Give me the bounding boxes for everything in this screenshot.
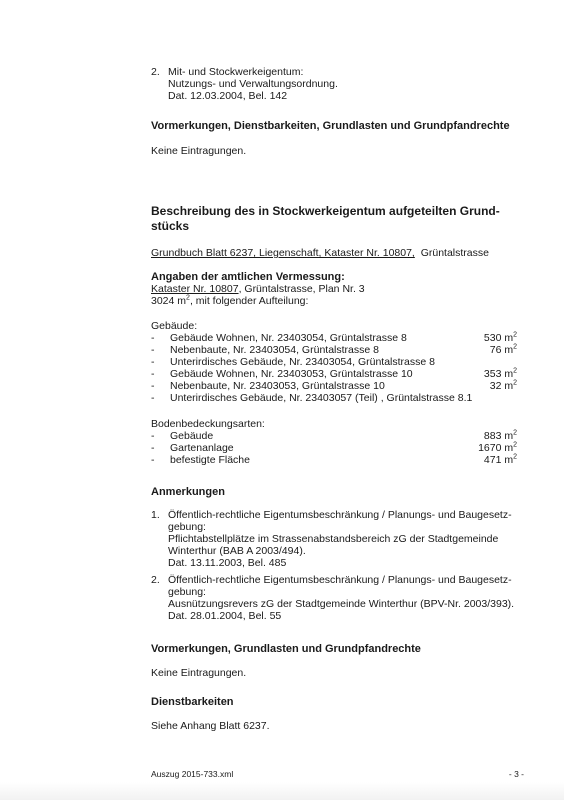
section-text: Siehe Anhang Blatt 6237. <box>151 720 270 732</box>
boden-label: Bodenbedeckungsarten: <box>151 418 265 430</box>
list-dash: - <box>151 392 155 404</box>
list-item-line: Winterthur (BAB A 2003/494). <box>168 545 306 557</box>
boden-row <box>151 442 531 454</box>
footer-page-number: - 3 - <box>508 769 524 779</box>
list-dash: - <box>151 430 155 442</box>
boden-row <box>151 454 531 466</box>
gebaeude-row-area: 353 $m^2$ <box>483 367 517 380</box>
boden-row-text: Gebäude <box>170 430 214 442</box>
gebaeude-row-area: 76 $m^2$ <box>489 343 517 356</box>
boden-row-area: 1670 $m^2$ <box>478 441 517 454</box>
grundbuch-line <box>151 247 531 259</box>
section-heading-beschreibung <box>151 204 531 234</box>
gebaeude-row <box>151 380 531 392</box>
list-item-line: gebung: <box>168 586 206 598</box>
section-heading-dienstbarkeiten: Dienstbarkeiten <box>151 696 234 708</box>
boden-row-text: befestigte Fläche <box>170 454 250 466</box>
kataster-line <box>151 283 531 295</box>
gebaeude-row-text: Gebäude Wohnen, Nr. 23403053, Grüntalstrasse 10 <box>170 368 413 380</box>
heading-line: Beschreibung des in Stockwerkeigentum aufgeteilten Grund- <box>151 204 500 218</box>
boden-row-text: Gartenanlage <box>170 442 234 454</box>
gebaeude-row-text: Unterirdisches Gebäude, Nr. 23403057 (Teil) , Grüntalstrasse 8.1 <box>170 392 473 404</box>
list-dash: - <box>151 442 155 454</box>
gebaeude-row-text: Unterirdisches Gebäude, Nr. 23403054, Grüntalstrasse 8 <box>170 356 435 368</box>
gebaeude-row <box>151 392 531 404</box>
list-item-number: 2. <box>151 66 160 78</box>
gebaeude-row <box>151 332 531 344</box>
section-heading-vormerkungen: Vormerkungen, Dienstbarkeiten, Grundlasten und Grundpfandrechte <box>151 120 510 132</box>
list-dash: - <box>151 454 155 466</box>
gebaeude-row-area: 530 $m^2$ <box>483 331 517 344</box>
list-item-line: Pflichtabstellplätze im Strassenabstandsbereich zG der Stadtgemeinde <box>168 533 499 545</box>
list-item <box>151 574 531 622</box>
grundbuch-street: Grüntalstrasse <box>420 247 489 259</box>
boden-block <box>151 418 531 466</box>
area-line <box>151 295 531 307</box>
list-dash: - <box>151 356 155 368</box>
grundbuch-reference: Grundbuch Blatt 6237, Liegenschaft, Kataster Nr. 10807, <box>151 247 415 259</box>
section-text: Keine Eintragungen. <box>151 145 247 157</box>
section-text: Keine Eintragungen. <box>151 667 247 679</box>
gebaeude-row <box>151 356 531 368</box>
list-item <box>151 509 531 569</box>
section-heading-vormerkungen: Vormerkungen, Grundlasten und Grundpfandrechte <box>151 643 421 655</box>
list-item-number: 1. <box>151 509 160 521</box>
gebaeude-row-text: Nebenbaute, Nr. 23403053, Grüntalstrasse 10 <box>170 380 385 392</box>
list-item-number: 2. <box>151 574 160 586</box>
list-item-line: Dat. 12.03.2004, Bel. 142 <box>168 90 288 102</box>
gebaeude-row <box>151 344 531 356</box>
gebaeude-block <box>151 320 531 404</box>
list-item-line: Nutzungs- und Verwaltungsordnung. <box>168 78 338 90</box>
area-rest: , mit folgender Aufteilung: <box>189 295 309 307</box>
heading-line: stücks <box>151 219 190 233</box>
list-dash: - <box>151 368 155 380</box>
list-item-line: Dat. 13.11.2003, Bel. 485 <box>168 557 287 569</box>
list-item-line: Öffentlich-rechtliche Eigentumsbeschränkung / Planungs- und Baugesetz- <box>168 509 512 521</box>
gebaeude-row-text: Nebenbaute, Nr. 23403054, Grüntalstrasse 8 <box>170 344 379 356</box>
kataster-reference: Kataster Nr. 10807 <box>151 283 239 295</box>
vermessung-block <box>151 271 531 307</box>
gebaeude-row <box>151 368 531 380</box>
list-item-line: Ausnützungsrevers zG der Stadtgemeinde Winterthur (BPV-Nr. 2003/393). <box>168 598 515 610</box>
list-item-line: Öffentlich-rechtliche Eigentumsbeschränkung / Planungs- und Baugesetz- <box>168 574 512 586</box>
list-item-line: gebung: <box>168 521 206 533</box>
boden-row-area: 471 $m^2$ <box>483 453 517 466</box>
list-item-line: Dat. 28.01.2004, Bel. 55 <box>168 610 282 622</box>
list-item <box>151 66 531 102</box>
footer-filename: Auszug 2015-733.xml <box>151 769 234 779</box>
list-dash: - <box>151 344 155 356</box>
section-heading-anmerkungen: Anmerkungen <box>151 486 225 498</box>
boden-row-area: 883 $m^2$ <box>483 429 517 442</box>
gebaeude-row-area: 32 $m^2$ <box>489 379 517 392</box>
list-item-line: Mit- und Stockwerkeigentum: <box>168 66 304 78</box>
gebaeude-label: Gebäude: <box>151 320 198 332</box>
boden-row <box>151 430 531 442</box>
list-dash: - <box>151 380 155 392</box>
area-value: 3024 m <box>151 295 187 307</box>
vermessung-heading: Angaben der amtlichen Vermessung: <box>151 271 345 283</box>
page-bottom-shadow <box>0 782 564 800</box>
list-dash: - <box>151 332 155 344</box>
kataster-rest: , Grüntalstrasse, Plan Nr. 3 <box>238 283 365 295</box>
area-sup: 2 <box>186 294 190 302</box>
gebaeude-row-text: Gebäude Wohnen, Nr. 23403054, Grüntalstrasse 8 <box>170 332 407 344</box>
